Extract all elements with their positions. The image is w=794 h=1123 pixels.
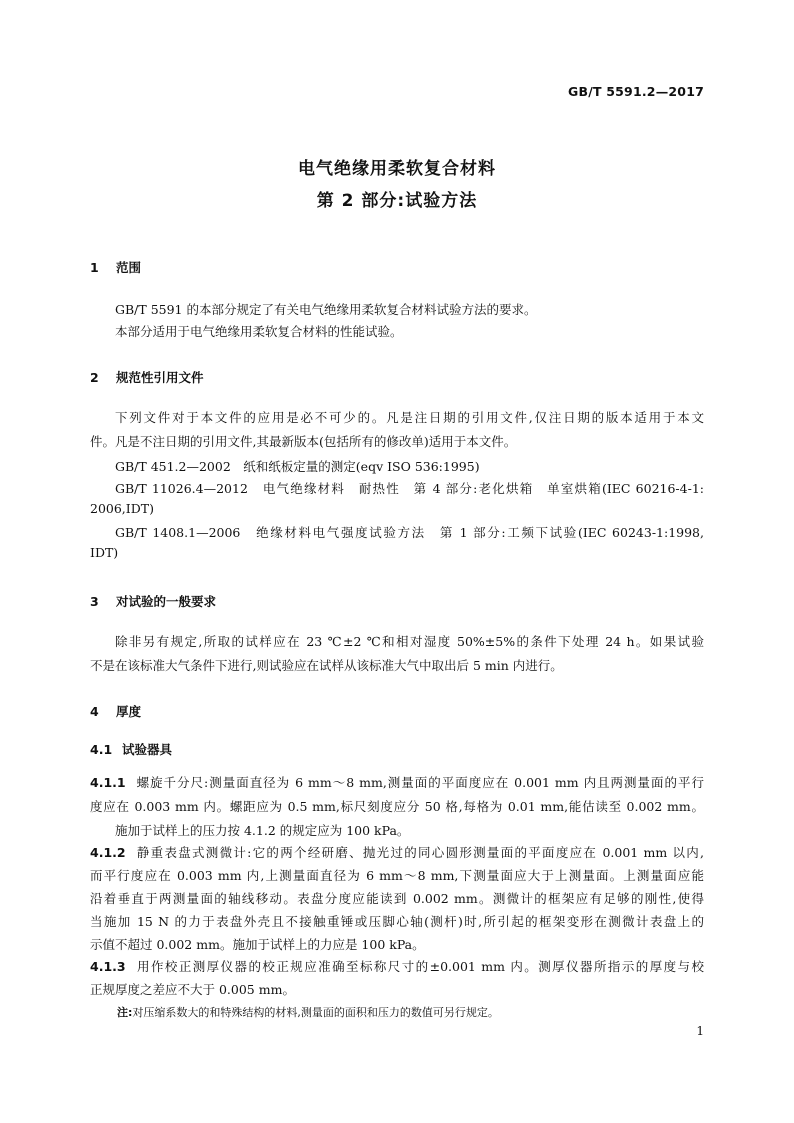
- paragraph-line: 本部分适用于电气绝缘用柔软复合材料的性能试验。: [115, 324, 403, 339]
- clause-line: 度应在 0.003 mm 内。螺距应为 0.5 mm,标尺刻度应分 50 格,每格为 0.01 mm,能估读至 0.002 mm。: [90, 799, 704, 814]
- clause-line: 施加于试样上的压力按 4.1.2 的规定应为 100 kPa。: [115, 823, 410, 838]
- paragraph-line: 下列文件对于本文件的应用是必不可少的。凡是注日期的引用文件,仅注日期的版本适用于本文: [115, 410, 704, 425]
- section-number: 4: [90, 704, 99, 719]
- clause-number: 4.1.3: [90, 959, 126, 974]
- section-heading-thickness: [90, 702, 141, 720]
- section-heading-general-requirements: [90, 592, 216, 610]
- paragraph-line: 除非另有规定,所取的试样应在 23 ℃±2 ℃和相对湿度 50%±5%的条件下处理 24 h。如果试验: [115, 634, 704, 649]
- subsection-heading-apparatus: [90, 740, 172, 758]
- section-title: 范围: [116, 260, 142, 275]
- clause-number: 4.1.2: [90, 845, 126, 860]
- section-number: 4.1: [90, 742, 113, 757]
- section-number: 2: [90, 370, 99, 385]
- clause-line: 正规厚度之差应不大于 0.005 mm。: [90, 982, 295, 997]
- page-number: 1: [696, 1024, 704, 1038]
- section-title: 试验器具: [122, 742, 173, 757]
- paragraph-line: 不是在该标准大气条件下进行,则试验应在试样从该标准大气中取出后 5 min 内进行。: [90, 658, 563, 673]
- document-title: 电气绝缘用柔软复合材料: [298, 159, 496, 179]
- clause-line: 当施加 15 N 的力于表盘外壳且不接触重锤或压脚心轴(测杆)时,所引起的框架变形在测微计表盘上的: [90, 914, 704, 929]
- clause-line: 沿着垂直于两测量面的轴线移动。表盘分度应能读到 0.002 mm。测微计的框架应有足够的刚性,使得: [90, 891, 704, 906]
- clause-text: 用作校正测厚仪器的校正规应准确至标称尺寸的±0.001 mm 内。测厚仪器所指示的厚度与校: [135, 959, 704, 974]
- reference-entry-continuation: 2006,IDT): [90, 501, 154, 516]
- section-heading-scope: [90, 258, 141, 276]
- section-heading-normative-references: [90, 368, 204, 386]
- clause-number: 4.1.1: [90, 775, 126, 790]
- paragraph-line: GB/T 5591 的本部分规定了有关电气绝缘用柔软复合材料试验方法的要求。: [115, 302, 537, 317]
- paragraph-line: 件。凡是不注日期的引用文件,其最新版本(包括所有的修改单)适用于本文件。: [90, 434, 517, 449]
- standard-code: GB/T 5591.2—2017: [568, 84, 704, 99]
- section-title: 厚度: [116, 704, 142, 719]
- note-label: 注:: [117, 1006, 133, 1019]
- clause-line: [90, 773, 704, 791]
- section-title: 对试验的一般要求: [116, 594, 217, 609]
- document-subtitle: 第 2 部分:试验方法: [316, 191, 478, 211]
- note: [117, 1004, 499, 1020]
- clause-line: [90, 843, 704, 861]
- reference-entry: GB/T 451.2—2002 纸和纸板定量的测定(eqv ISO 536:1995): [115, 459, 480, 474]
- clause-text: 螺旋千分尺:测量面直径为 6 mm～8 mm,测量面的平面度应在 0.001 mm 内且两测量面的平行: [135, 775, 704, 790]
- clause-line: [90, 957, 704, 975]
- clause-line: 而平行度应在 0.003 mm 内,上测量面直径为 6 mm～8 mm,下测量面应大于上测量面。上测量面应能: [90, 868, 704, 883]
- reference-entry: GB/T 1408.1—2006 绝缘材料电气强度试验方法 第 1 部分:工频下试验(IEC 60243-1:1998,: [115, 525, 704, 540]
- clause-text: 静重表盘式测微计:它的两个经研磨、抛光过的同心圆形测量面的平面度应在 0.001 mm 以内,: [135, 845, 704, 860]
- section-number: 3: [90, 594, 99, 609]
- section-title: 规范性引用文件: [116, 370, 204, 385]
- clause-line: 示值不超过 0.002 mm。施加于试样上的力应是 100 kPa。: [90, 937, 425, 952]
- reference-entry: GB/T 11026.4—2012 电气绝缘材料 耐热性 第 4 部分:老化烘箱 单室烘箱(IEC 60216-4-1:: [115, 481, 704, 496]
- reference-entry-continuation: IDT): [90, 545, 119, 560]
- section-number: 1: [90, 260, 99, 275]
- note-text: 对压缩系数大的和特殊结构的材料,测量面的面积和压力的数值可另行规定。: [132, 1006, 499, 1019]
